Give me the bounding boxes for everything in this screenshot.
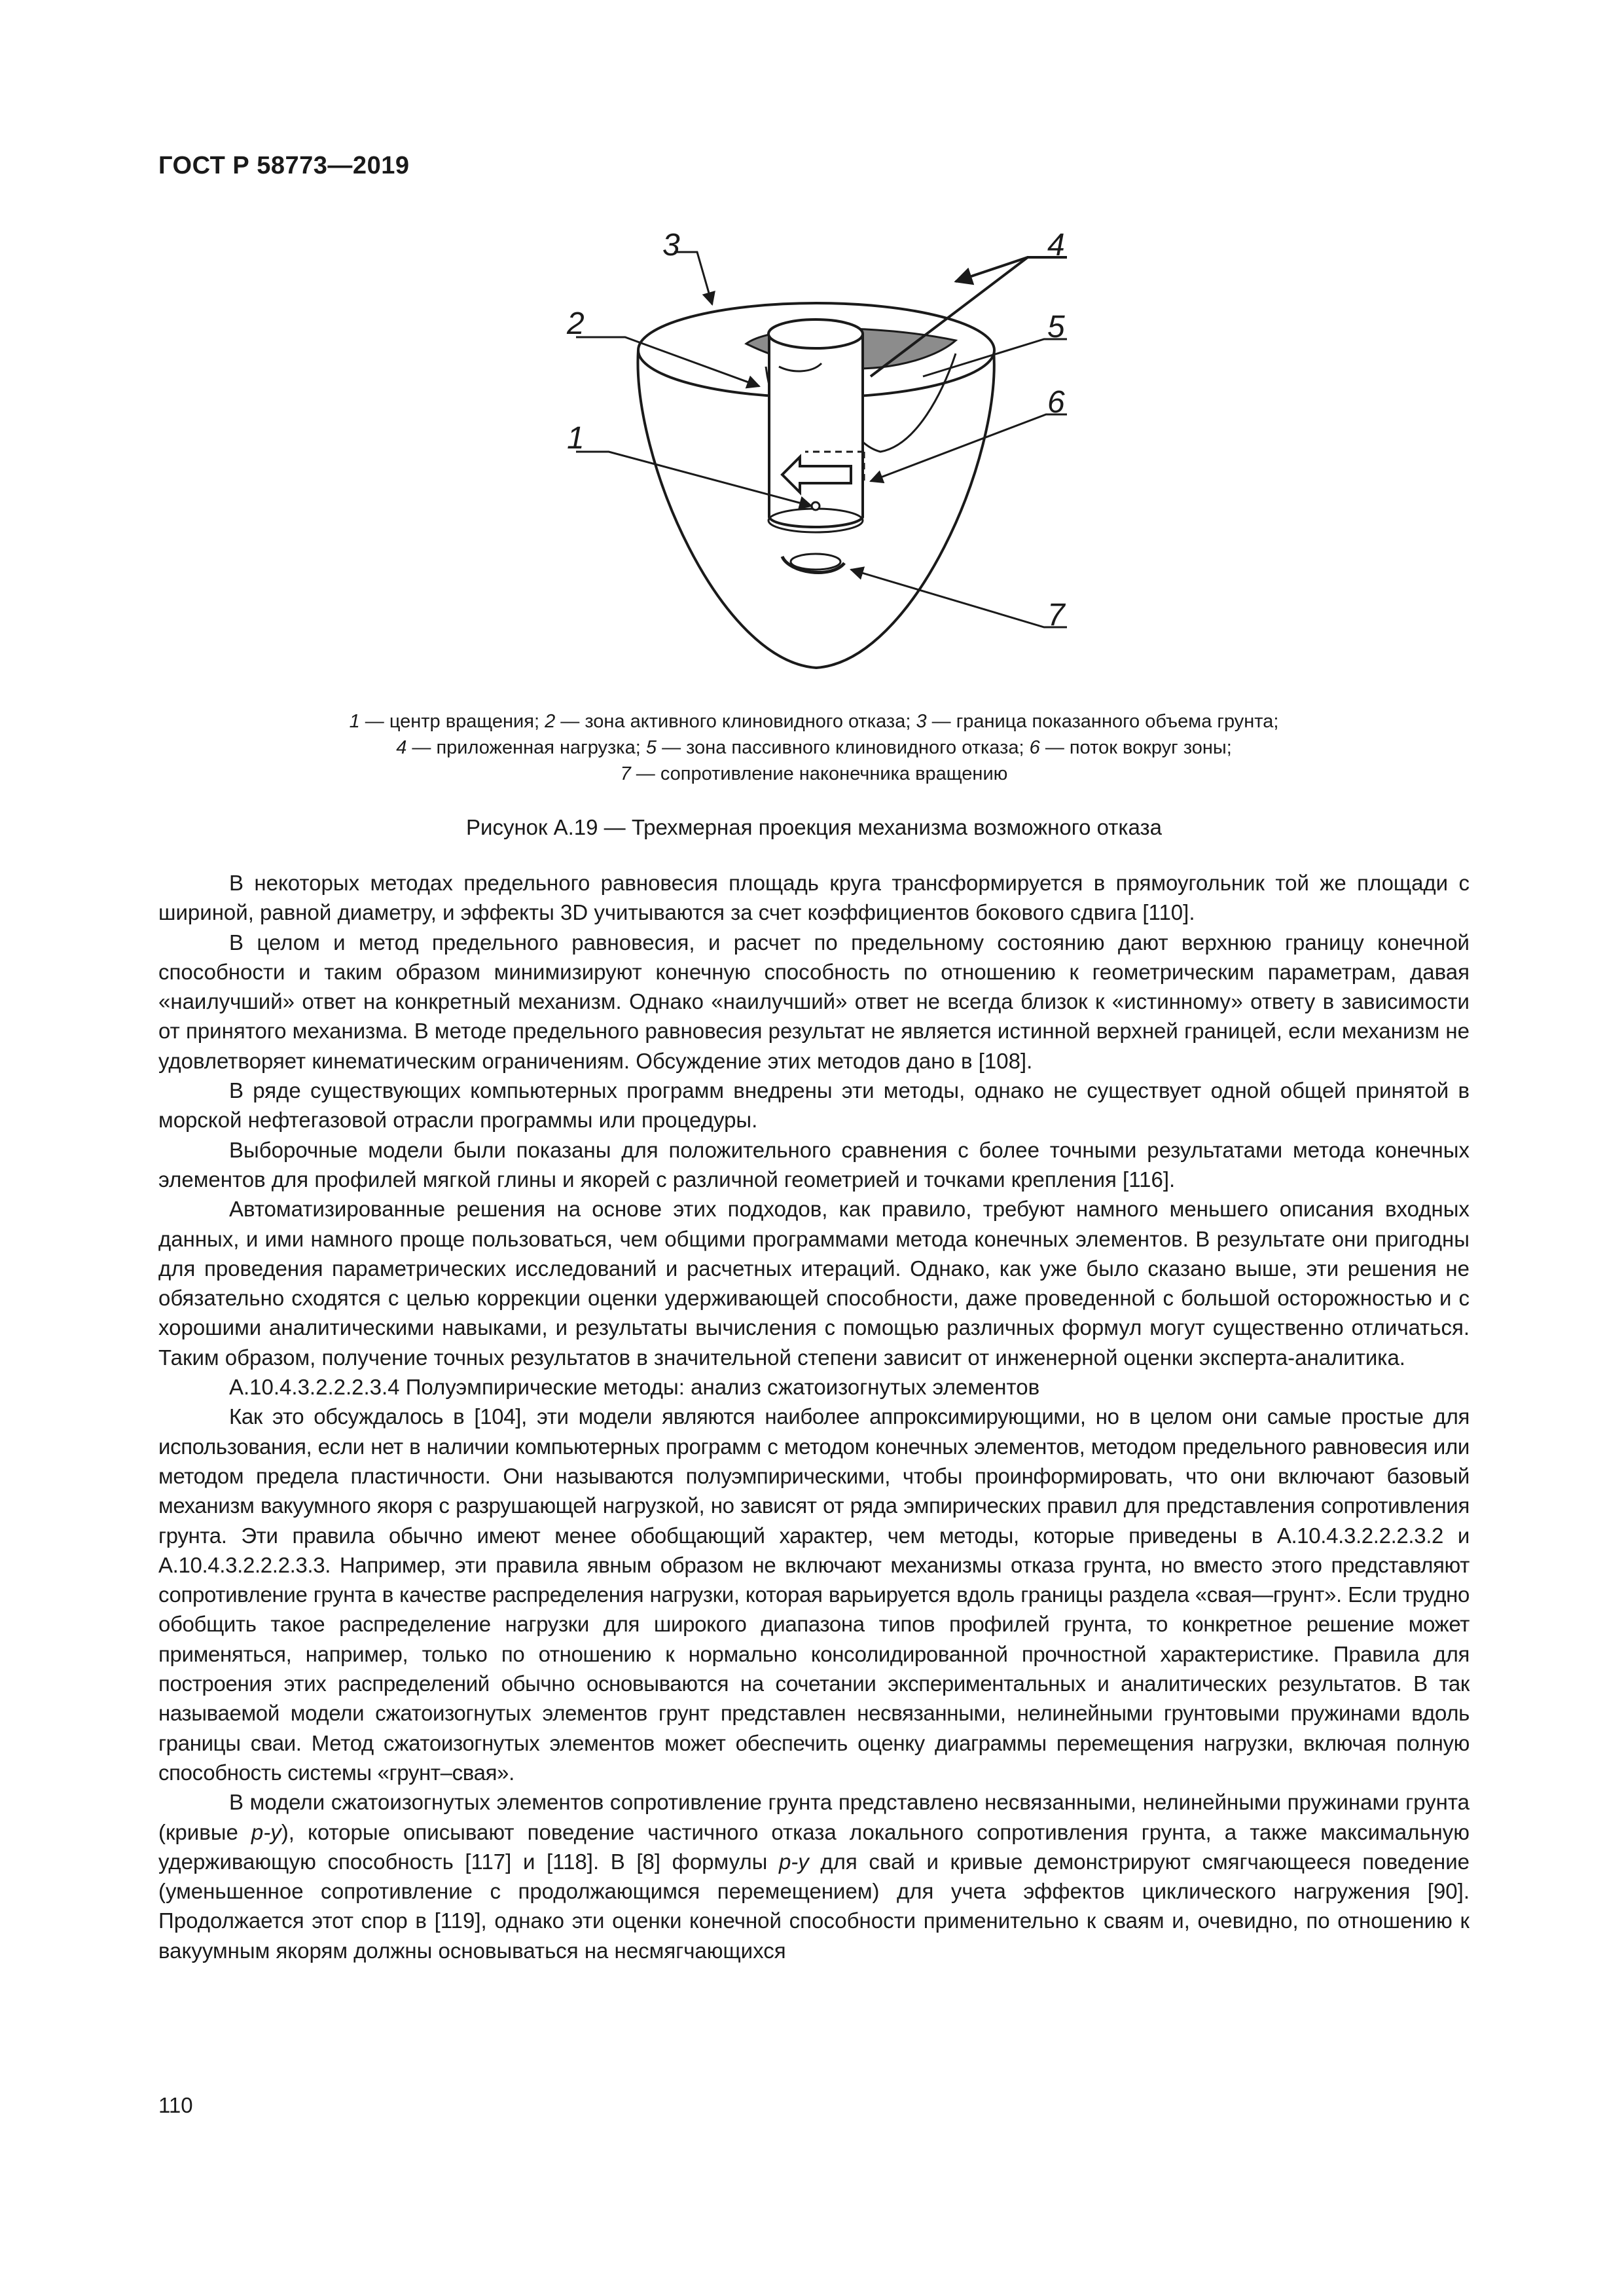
legend-line: 1 — центр вращения; 2 — зона активного клиновидного отказа; 3 — граница показанного объема грунта;	[349, 711, 1279, 732]
section-heading: А.10.4.3.2.2.2.3.4 Полуэмпирические методы: анализ сжатоизогнутых элементов	[229, 1375, 1040, 1400]
load-arrow	[956, 257, 1028, 282]
tip-rotation-ellipse	[791, 554, 840, 570]
figure-legend	[158, 708, 1470, 787]
paragraph: Как это обсуждалось в [104], эти модели являются наиболее аппроксимирующими, но в целом они самые простые для использования, если нет в наличии компьютерных программ с методом конечных элементов, методом предельного равновесия или методом предела пластичности. Они называются полуэмпирическими, чтобы проинформировать, что они включают базовый механизм вакуумного якоря с разрушающей нагрузкой, но зависят от ряда эмпирических правил для представления сопротивления грунта. Эти правила обычно имеют менее обобщающий характер, чем методы, которые приведены в А.10.4.3.2.2.2.3.2 и А.10.4.3.2.2.2.3.3. Например, эти правила явным образом не включают механизмы отказа грунта, но вместо этого представляют сопротивление грунта в качестве распределения нагрузки, которая варьируется вдоль границы раздела «свая—грунт». Если трудно обобщить такое распределение нагрузки для широкого диапазона типов профилей грунта, то конкретное решение может применяться, например, только по отношению к нормально консолидированной прочностной характеристике. Правила для построения этих распределений обычно основываются на сочетании экспериментальных и аналитических результатов. В так называемой модели сжатоизогнутых элементов грунт представлен несвязанными, нелинейными грунтовыми пружинами вдоль границы сваи. Метод сжатоизогнутых элементов может обеспечить оценку диаграммы перемещения нагрузки, включая полную способность системы «грунт–свая».	[158, 1404, 1470, 1785]
fig-label-4: 4	[1047, 228, 1065, 263]
paragraph: В ряде существующих компьютерных программ внедрены эти методы, однако не существует одной общей принятой в морской нефтегазовой отрасли программы или процедуры.	[158, 1078, 1470, 1133]
paragraph: В модели сжатоизогнутых элементов сопротивление грунта представлено несвязанными, нелинейными пружинами грунта (кривые p-y), которые описывают поведение частичного отказа локального сопротивления грунта, а также максимальную удерживающую способность [117] и [118]. В [8] формулы p-y для свай и кривые демонстрируют смягчающееся поведение (уменьшенное сопротивление с продолжающимся перемещением) для учета эффектов циклического нагружения [90]. Продолжается этот спор в [119], однако эти оценки конечной способности применительно к сваям и, очевидно, по отношению к вакуумным якорям должны основываться на несмягчающихся	[158, 1790, 1470, 1963]
paragraph: В некоторых методах предельного равновесия площадь круга трансформируется в прямоугольник той же площади с шириной, равной диаметру, и эффекты 3D учитываются за счет коэффициентов бокового сдвига [110].	[158, 871, 1470, 925]
fig-label-5: 5	[1047, 310, 1065, 344]
legend-line: 7 — сопротивление наконечника вращению	[620, 763, 1008, 784]
fig-label-1: 1	[567, 421, 585, 456]
document-header: ГОСТ Р 58773—2019	[158, 152, 410, 179]
leader-6	[871, 414, 1067, 481]
caisson-top	[768, 319, 863, 348]
page-number: 110	[158, 2093, 193, 2117]
fig-label-6: 6	[1047, 385, 1065, 420]
paragraph: Автоматизированные решения на основе этих подходов, как правило, требуют намного меньшего описания входных данных, и ими намного проще пользоваться, чем общими программами метода конечных элементов. В результате они пригодны для проведения параметрических исследований и расчетных итераций. Однако, как уже было сказано выше, эти решения не обязательно сходятся с целью коррекции оценки удерживающей способности, даже проведенной с большой осторожностью и с хорошими аналитическими навыками, и результаты вычисления с помощью различных формул могут существенно отличаться. Таким образом, получение точных результатов в значительной степени зависит от инженерной оценки эксперта-аналитика.	[158, 1197, 1470, 1370]
legend-line: 4 — приложенная нагрузка; 5 — зона пассивного клиновидного отказа; 6 — поток вокруг зоны;	[396, 737, 1232, 758]
rotation-centre-dot	[812, 502, 820, 510]
body-text	[158, 868, 1470, 1965]
leader-7	[851, 570, 1067, 627]
paragraph: В целом и метод предельного равновесия, и расчет по предельному состоянию дают верхнюю границу конечной способности и таким образом минимизируют конечную способность по отношению к геометрическим параметрам, давая «наилучший» ответ на конкретный механизм. Однако «наилучший» ответ не всегда близок к «истинному» ответу в зависимости от принятого механизма. В методе предельного равновесия результат не является истинной верхней границей, если механизм не удовлетворяет кинематическим ограничениям. Обсуждение этих методов дано в [108].	[158, 930, 1470, 1073]
fig-label-2: 2	[567, 306, 585, 341]
figure-caption: Рисунок А.19 — Трехмерная проекция механизма возможного отказа	[466, 815, 1162, 839]
paragraph: Выборочные модели были показаны для положительного сравнения с более точными результатами метода конечных элементов для профилей мягкой глины и якорей с различной геометрией и точками крепления [116].	[158, 1137, 1470, 1192]
fig-label-7: 7	[1047, 598, 1065, 632]
fig-label-3: 3	[662, 228, 680, 263]
failure-mechanism-diagram	[0, 0, 1624, 707]
figure-a19	[0, 0, 1624, 707]
